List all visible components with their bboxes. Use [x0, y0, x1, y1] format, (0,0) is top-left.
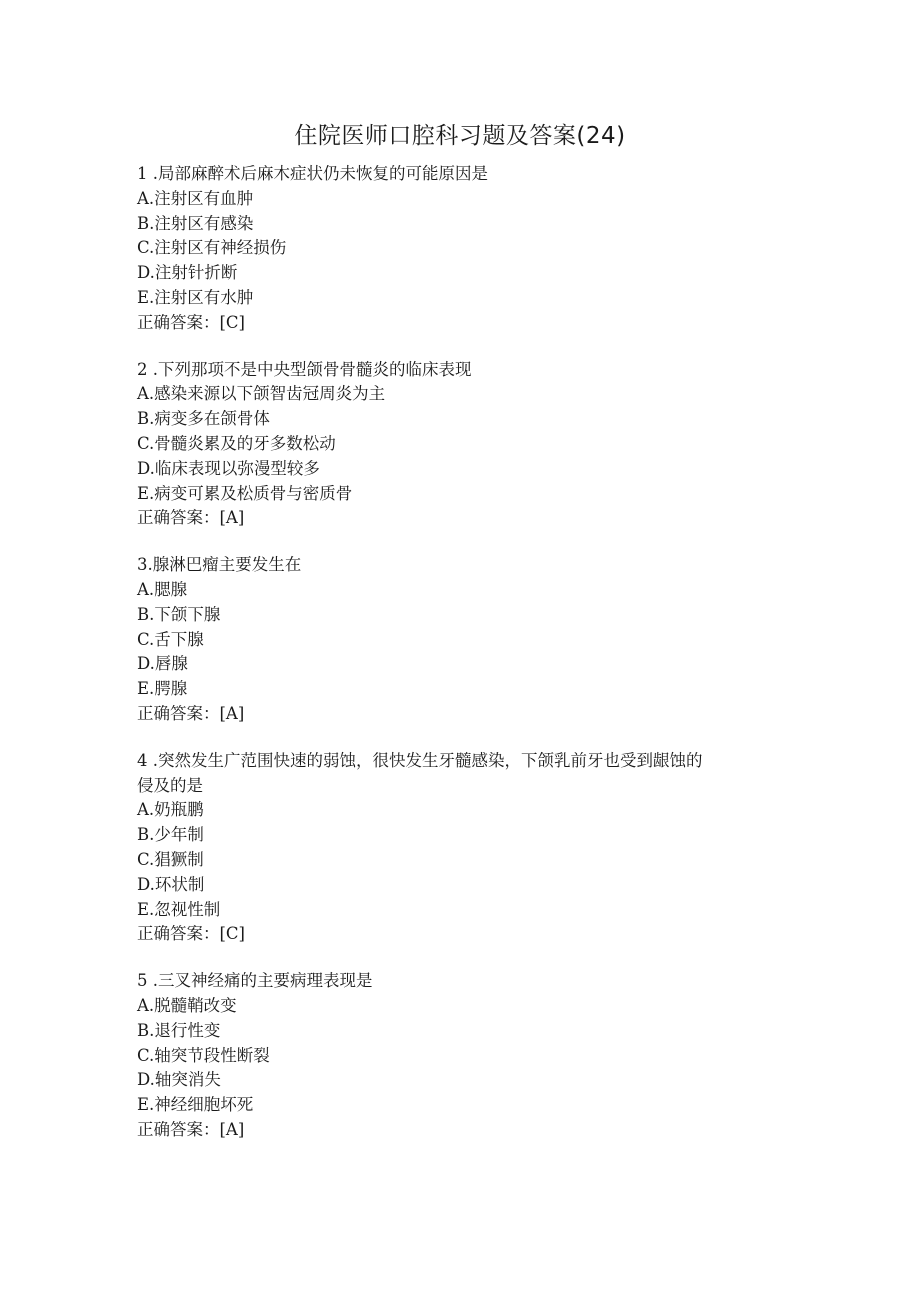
option-c: C.舌下腺	[137, 629, 204, 649]
option-b: B.注射区有感染	[137, 213, 254, 233]
question-stem: 2 .下列那项不是中央型颌骨骨髓炎的临床表现	[137, 359, 472, 379]
option-e: E.腭腺	[137, 679, 188, 699]
option-a: A.腮腺	[137, 579, 188, 599]
correct-answer: 正确答案：[C]	[137, 924, 245, 944]
option-c: C.猖獗制	[137, 849, 204, 869]
option-c: C.骨髓炎累及的牙多数松动	[137, 433, 336, 453]
option-a: A.奶瓶鹏	[137, 800, 204, 820]
option-e: E.忽视性制	[137, 899, 221, 919]
option-e: E.病变可累及松质骨与密质骨	[137, 483, 353, 503]
option-b: B.下颌下腺	[137, 604, 221, 624]
question-stem-continued: 侵及的是	[137, 775, 203, 795]
question-3	[137, 553, 797, 727]
option-b: B.少年制	[137, 825, 204, 845]
question-stem: 5 .三叉神经痛的主要病理表现是	[137, 971, 373, 991]
correct-answer: 正确答案：[C]	[137, 312, 245, 332]
correct-answer: 正确答案：[A]	[137, 508, 245, 528]
option-a: A.感染来源以下颌智齿冠周炎为主	[137, 384, 386, 404]
question-stem: 3.腺淋巴瘤主要发生在	[137, 555, 302, 575]
option-e: E.注射区有水肿	[137, 287, 254, 307]
question-4	[137, 749, 797, 947]
option-d: D.轴突消失	[137, 1070, 221, 1090]
question-2	[137, 358, 797, 532]
correct-answer: 正确答案：[A]	[137, 703, 245, 723]
option-a: A.注射区有血肿	[137, 188, 254, 208]
question-list	[137, 162, 797, 1165]
question-stem: 4 .突然发生广范围快速的弱蚀，很快发生牙髓感染，下颌乳前牙也受到龈蚀的	[137, 750, 703, 770]
option-a: A.脱髓鞘改变	[137, 995, 237, 1015]
option-e: E.神经细胞坏死	[137, 1095, 254, 1115]
option-d: D.注射针折断	[137, 263, 238, 283]
question-1	[137, 162, 797, 336]
option-d: D.环状制	[137, 874, 205, 894]
question-stem: 1 .局部麻醉术后麻木症状仍未恢复的可能原因是	[137, 164, 488, 183]
option-b: B.退行性变	[137, 1020, 221, 1040]
option-d: D.唇腺	[137, 654, 188, 674]
option-c: C.轴突节段性断裂	[137, 1045, 270, 1065]
option-d: D.临床表现以弥漫型较多	[137, 458, 320, 478]
option-c: C.注射区有神经损伤	[137, 238, 287, 258]
option-b: B.病变多在颌骨体	[137, 409, 270, 429]
question-5	[137, 969, 797, 1143]
document-title: 住院医师口腔科习题及答案(24)	[294, 123, 626, 149]
correct-answer: 正确答案：[A]	[137, 1119, 245, 1139]
